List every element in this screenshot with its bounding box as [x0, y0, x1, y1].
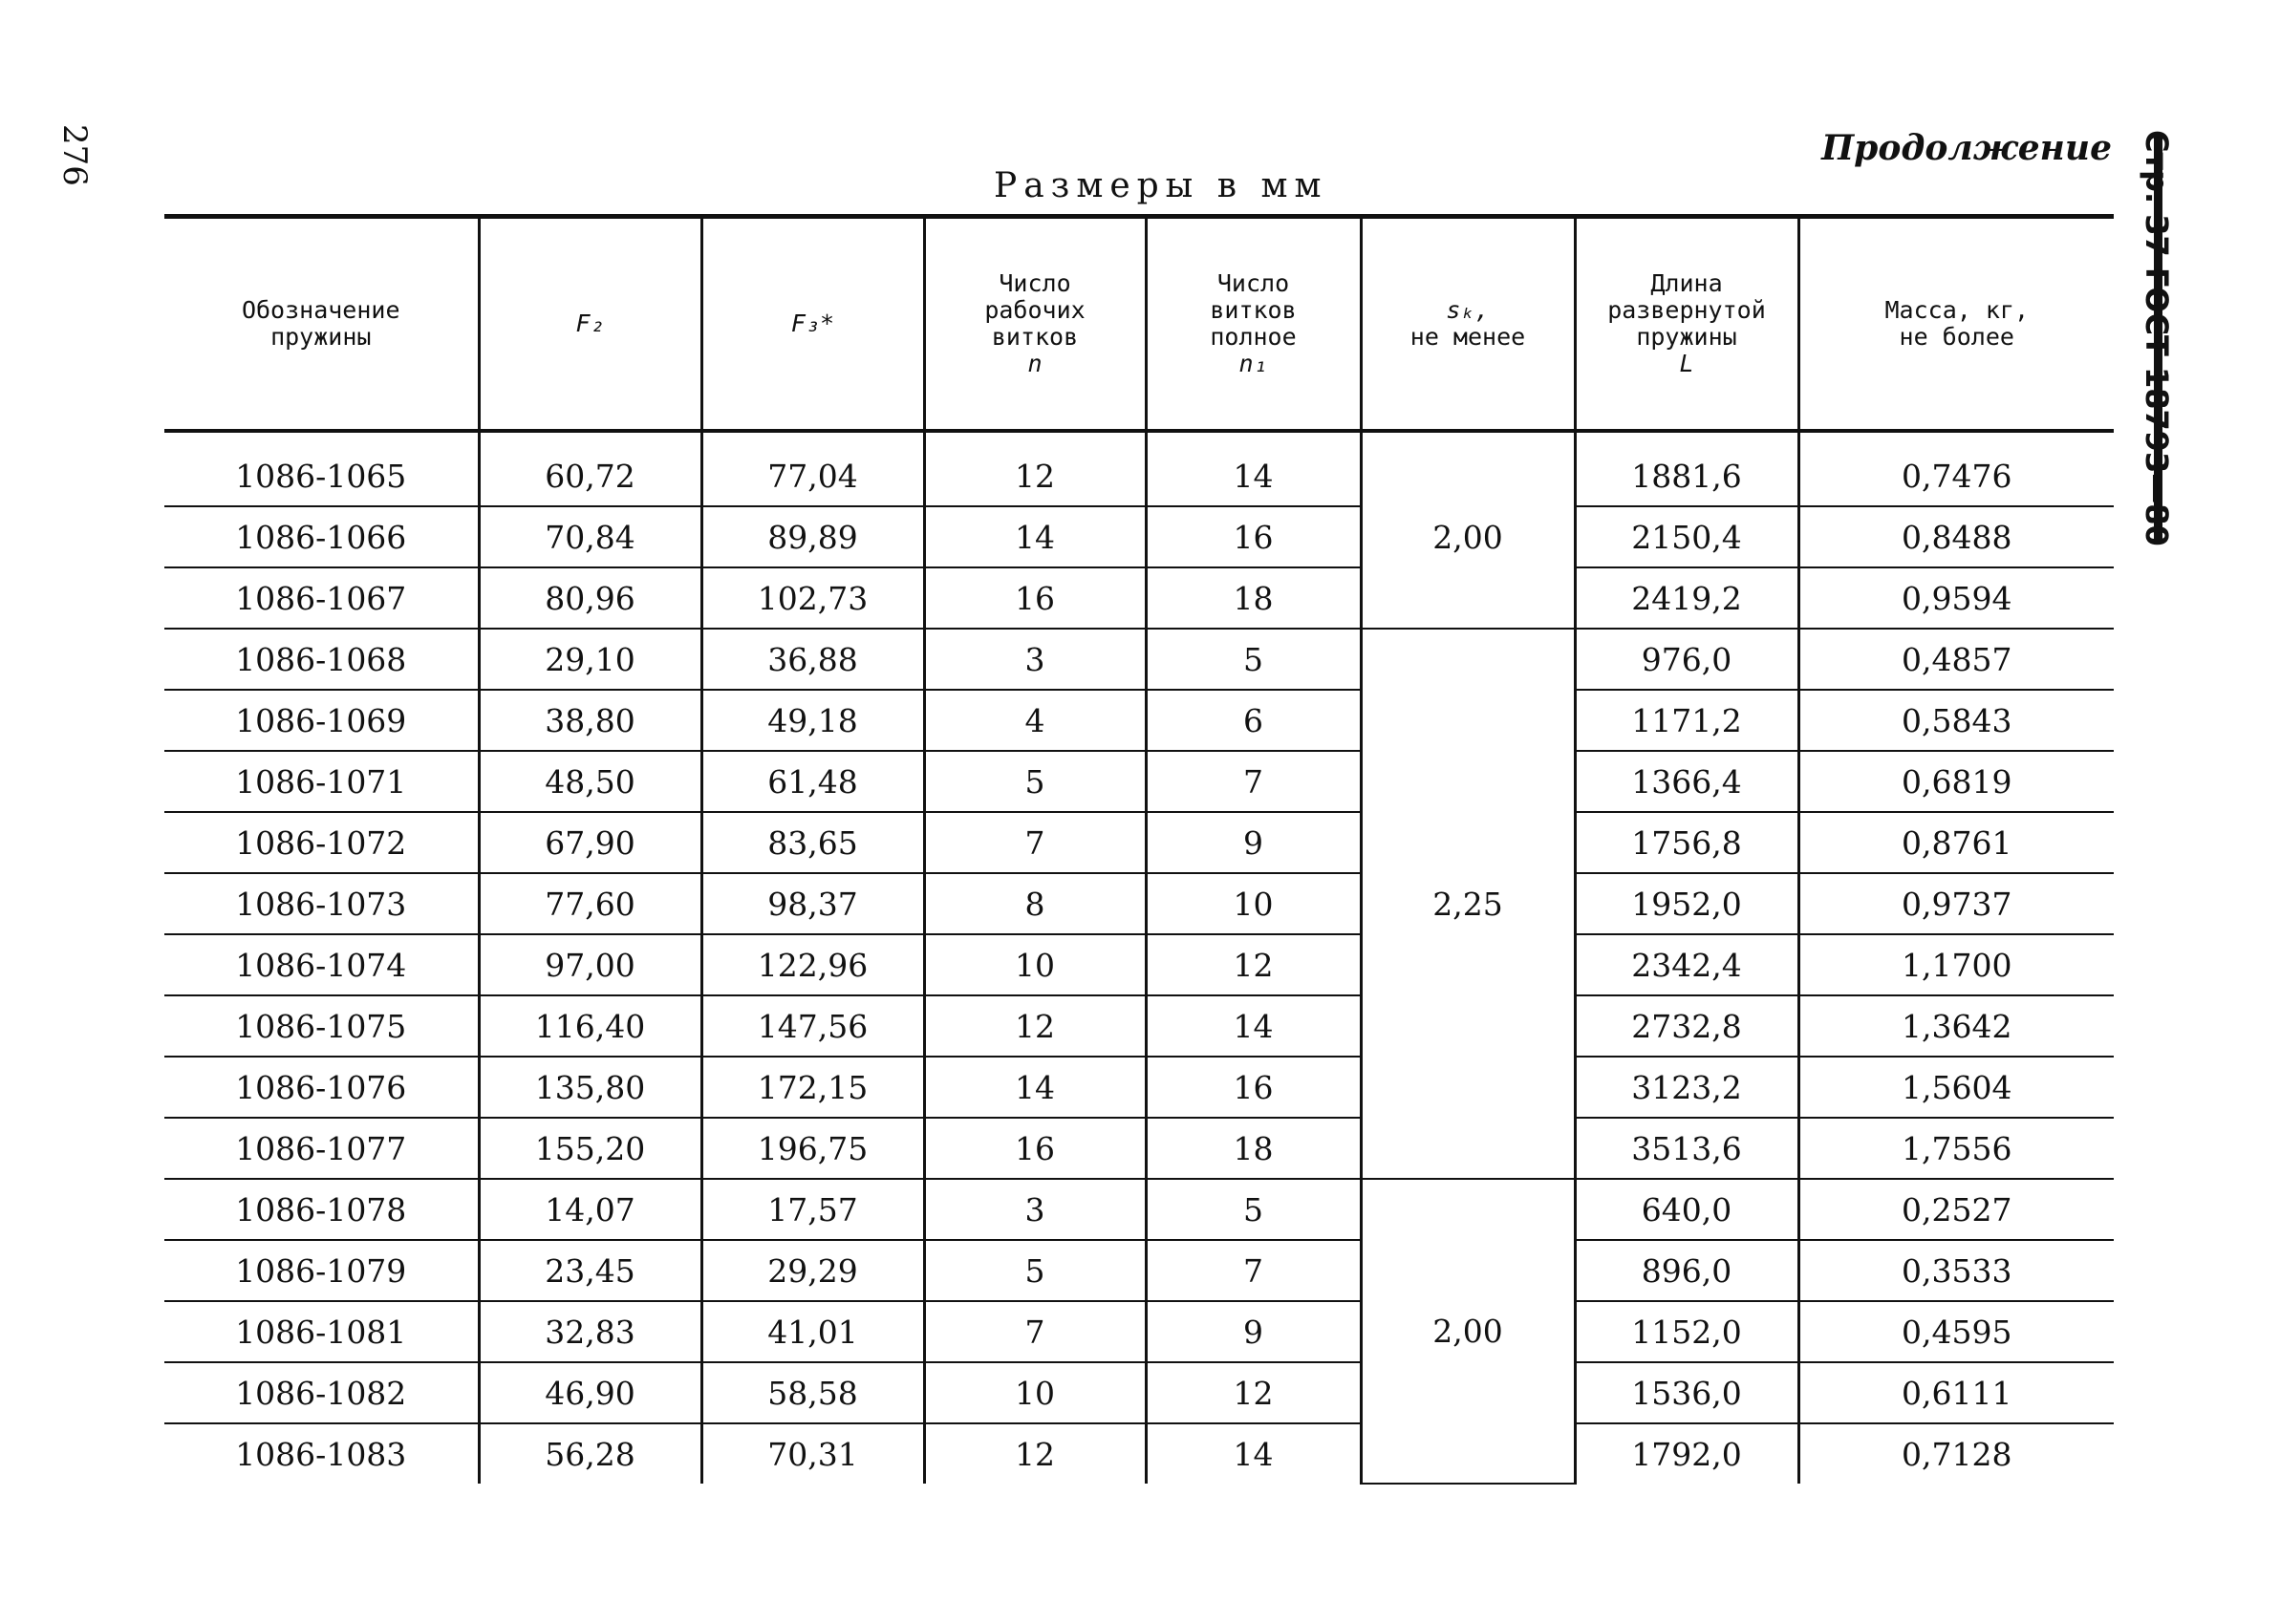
table-row	[164, 812, 2114, 873]
cell-working-coils: 5	[924, 1240, 1146, 1301]
cell-total-coils: 12	[1146, 934, 1361, 995]
cell-working-coils: 5	[924, 751, 1146, 812]
cell-mass: 0,7128	[1798, 1423, 2114, 1484]
cell-mass: 0,7476	[1798, 431, 2114, 506]
spring-spec-table-wrap	[164, 214, 2114, 1485]
cell-f3: 77,04	[701, 431, 924, 506]
cell-working-coils: 8	[924, 873, 1146, 934]
header-line: Число	[1216, 269, 1290, 297]
cell-f2: 48,50	[479, 751, 701, 812]
cell-f3: 172,15	[701, 1057, 924, 1118]
cell-designation: 1086-1074	[164, 934, 479, 995]
cell-f2: 70,84	[479, 506, 701, 567]
cell-f3: 196,75	[701, 1118, 924, 1179]
cell-working-coils: 3	[924, 629, 1146, 690]
cell-f2: 80,96	[479, 567, 701, 629]
cell-working-coils: 10	[924, 1362, 1146, 1423]
continuation-label: Продолжение	[1821, 128, 2112, 168]
cell-designation: 1086-1069	[164, 690, 479, 751]
cell-f2: 56,28	[479, 1423, 701, 1484]
dimensions-caption: Размеры в мм	[994, 166, 1328, 205]
cell-total-coils: 5	[1146, 629, 1361, 690]
cell-developed-length: 896,0	[1575, 1240, 1798, 1301]
spring-spec-table	[164, 219, 2114, 1485]
cell-f2: 116,40	[479, 995, 701, 1057]
cell-designation: 1086-1083	[235, 1435, 407, 1473]
cell-mass: 0,2527	[1798, 1179, 2114, 1240]
header-designation	[164, 219, 479, 431]
cell-designation: 1086-1081	[164, 1301, 479, 1362]
cell-f3: 70,31	[701, 1423, 924, 1484]
cell-total-coils: 16	[1146, 1057, 1361, 1118]
table-row	[164, 934, 2114, 995]
cell-f2: 60,72	[479, 431, 701, 506]
header-line: рабочих	[984, 296, 1086, 324]
table-row	[164, 506, 2114, 567]
cell-f2: 46,90	[479, 1362, 701, 1423]
cell-working-coils: 4	[924, 690, 1146, 751]
header-line: пружины	[270, 323, 372, 351]
cell-total-coils: 10	[1146, 873, 1361, 934]
table-row	[164, 431, 2114, 506]
cell-developed-length: 2150,4	[1575, 506, 1798, 567]
cell-working-coils: 12	[924, 1423, 1146, 1484]
cell-f3: 89,89	[701, 506, 924, 567]
cell-designation: 1086-1067	[164, 567, 479, 629]
cell-total-coils: 9	[1146, 812, 1361, 873]
cell-total-coils: 16	[1146, 506, 1361, 567]
cell-total-coils: 5	[1146, 1179, 1361, 1240]
cell-f3: 102,73	[701, 567, 924, 629]
cell-f3: 29,29	[701, 1240, 924, 1301]
header-line: полное	[1210, 323, 1297, 351]
cell-f2: 29,10	[479, 629, 701, 690]
cell-mass: 0,3533	[1798, 1240, 2114, 1301]
table-row	[164, 751, 2114, 812]
header-mass	[1798, 219, 2114, 431]
cell-total-coils: 14	[1146, 995, 1361, 1057]
cell-mass: 1,7556	[1798, 1118, 2114, 1179]
cell-working-coils: 12	[924, 995, 1146, 1057]
header-line: не более	[1899, 323, 2014, 351]
table-row	[164, 1423, 2114, 1484]
table-row	[164, 690, 2114, 751]
cell-developed-length: 1152,0	[1575, 1301, 1798, 1362]
table-row	[164, 1301, 2114, 1362]
cell-mass: 0,8488	[1798, 506, 2114, 567]
header-line: F₃*	[790, 310, 835, 337]
cell-f3: 49,18	[701, 690, 924, 751]
cell-working-coils: 14	[924, 506, 1146, 567]
header-line: Масса, кг,	[1884, 296, 2029, 324]
cell-f3: 147,56	[701, 995, 924, 1057]
header-line: Обозначение	[241, 296, 400, 324]
header-f2	[479, 219, 701, 431]
table-row	[164, 1118, 2114, 1179]
cell-mass: 0,9594	[1798, 567, 2114, 629]
cell-mass: 1,5604	[1798, 1057, 2114, 1118]
cell-developed-length: 1536,0	[1575, 1362, 1798, 1423]
cell-sk-group: 2,25	[1361, 629, 1575, 1179]
cell-developed-length: 3123,2	[1575, 1057, 1798, 1118]
header-f3	[701, 219, 924, 431]
table-row	[164, 629, 2114, 690]
cell-developed-length: 1792,0	[1575, 1423, 1798, 1484]
table-row	[164, 1362, 2114, 1423]
table-row	[164, 873, 2114, 934]
cell-f2: 155,20	[479, 1118, 701, 1179]
header-line: n	[1027, 350, 1043, 377]
cell-total-coils: 7	[1146, 751, 1361, 812]
cell-working-coils: 7	[924, 812, 1146, 873]
cell-total-coils: 6	[1146, 690, 1361, 751]
cell-f3: 83,65	[701, 812, 924, 873]
header-line: витков	[1210, 296, 1297, 324]
header-developed-length	[1575, 219, 1798, 431]
cell-designation: 1086-1073	[164, 873, 479, 934]
table-header-row	[164, 219, 2114, 431]
cell-developed-length: 2732,8	[1575, 995, 1798, 1057]
table-row	[164, 1179, 2114, 1240]
cell-developed-length: 1952,0	[1575, 873, 1798, 934]
cell-f2: 135,80	[479, 1057, 701, 1118]
cell-mass: 0,6111	[1798, 1362, 2114, 1423]
cell-working-coils: 10	[924, 934, 1146, 995]
cell-f2: 38,80	[479, 690, 701, 751]
cell-working-coils: 12	[924, 431, 1146, 506]
cell-designation: 1086-1071	[164, 751, 479, 812]
cell-mass: 0,9737	[1798, 873, 2114, 934]
cell-designation: 1086-1076	[164, 1057, 479, 1118]
cell-designation: 1086-1075	[164, 995, 479, 1057]
cell-developed-length: 976,0	[1575, 629, 1798, 690]
page-number: 276	[55, 124, 94, 186]
header-line: Число	[999, 269, 1071, 297]
cell-developed-length: 2419,2	[1575, 567, 1798, 629]
cell-designation: 1086-1079	[164, 1240, 479, 1301]
header-line: пружины	[1636, 323, 1737, 351]
cell-total-coils: 14	[1146, 1423, 1361, 1484]
cell-developed-length: 3513,6	[1575, 1118, 1798, 1179]
header-line: sₖ,	[1446, 296, 1490, 324]
header-line: F₂	[575, 310, 605, 337]
cell-mass: 0,6819	[1798, 751, 2114, 812]
cell-f3: 17,57	[701, 1179, 924, 1240]
header-working-coils	[924, 219, 1146, 431]
cell-developed-length: 1366,4	[1575, 751, 1798, 812]
header-line: Длина	[1650, 269, 1723, 297]
cell-total-coils: 7	[1146, 1240, 1361, 1301]
cell-f3: 61,48	[701, 751, 924, 812]
header-line: витков	[991, 323, 1079, 351]
cell-total-coils: 12	[1146, 1362, 1361, 1423]
cell-total-coils: 9	[1146, 1301, 1361, 1362]
cell-mass: 1,1700	[1798, 934, 2114, 995]
header-line: L	[1679, 350, 1694, 377]
header-line: не менее	[1409, 323, 1526, 351]
cell-sk-group: 2,00	[1361, 431, 1575, 629]
cell-working-coils: 3	[924, 1179, 1146, 1240]
cell-f3: 36,88	[701, 629, 924, 690]
table-body	[164, 431, 2114, 1484]
cell-developed-length: 2342,4	[1575, 934, 1798, 995]
cell-working-coils: 16	[924, 567, 1146, 629]
cell-f2: 97,00	[479, 934, 701, 995]
cell-designation: 1086-1077	[164, 1118, 479, 1179]
cell-mass: 0,4857	[1798, 629, 2114, 690]
cell-mass: 0,8761	[1798, 812, 2114, 873]
cell-designation: 1086-1082	[164, 1362, 479, 1423]
cell-designation: 1086-1068	[164, 629, 479, 690]
table-row	[164, 567, 2114, 629]
cell-working-coils: 14	[924, 1057, 1146, 1118]
table-row	[164, 995, 2114, 1057]
cell-total-coils: 18	[1146, 1118, 1361, 1179]
cell-developed-length: 1171,2	[1575, 690, 1798, 751]
cell-working-coils: 7	[924, 1301, 1146, 1362]
cell-f3: 41,01	[701, 1301, 924, 1362]
cell-developed-length: 1756,8	[1575, 812, 1798, 873]
cell-f2: 14,07	[479, 1179, 701, 1240]
cell-f3: 98,37	[701, 873, 924, 934]
table-row	[164, 1240, 2114, 1301]
cell-sk-group: 2,00	[1361, 1179, 1575, 1484]
cell-f2: 32,83	[479, 1301, 701, 1362]
cell-designation: 1086-1078	[164, 1179, 479, 1240]
table-row	[164, 1057, 2114, 1118]
cell-designation: 1086-1065	[164, 431, 479, 506]
cell-f3: 122,96	[701, 934, 924, 995]
cell-f3: 58,58	[701, 1362, 924, 1423]
cell-mass: 1,3642	[1798, 995, 2114, 1057]
header-line: развернутой	[1607, 296, 1766, 324]
header-line: n₁	[1238, 350, 1268, 377]
cell-working-coils: 16	[924, 1118, 1146, 1179]
cell-designation: 1086-1072	[164, 812, 479, 873]
header-sk	[1361, 219, 1575, 431]
cell-mass: 0,4595	[1798, 1301, 2114, 1362]
cell-f2: 23,45	[479, 1240, 701, 1301]
side-standard-title: Стр. 37 ГОСТ 18793—80	[2139, 130, 2175, 546]
cell-total-coils: 14	[1146, 431, 1361, 506]
cell-designation: 1086-1066	[164, 506, 479, 567]
cell-developed-length: 640,0	[1575, 1179, 1798, 1240]
cell-f2: 77,60	[479, 873, 701, 934]
header-total-coils	[1146, 219, 1361, 431]
cell-total-coils: 18	[1146, 567, 1361, 629]
cell-mass: 0,5843	[1798, 690, 2114, 751]
cell-developed-length: 1881,6	[1575, 431, 1798, 506]
cell-f2: 67,90	[479, 812, 701, 873]
